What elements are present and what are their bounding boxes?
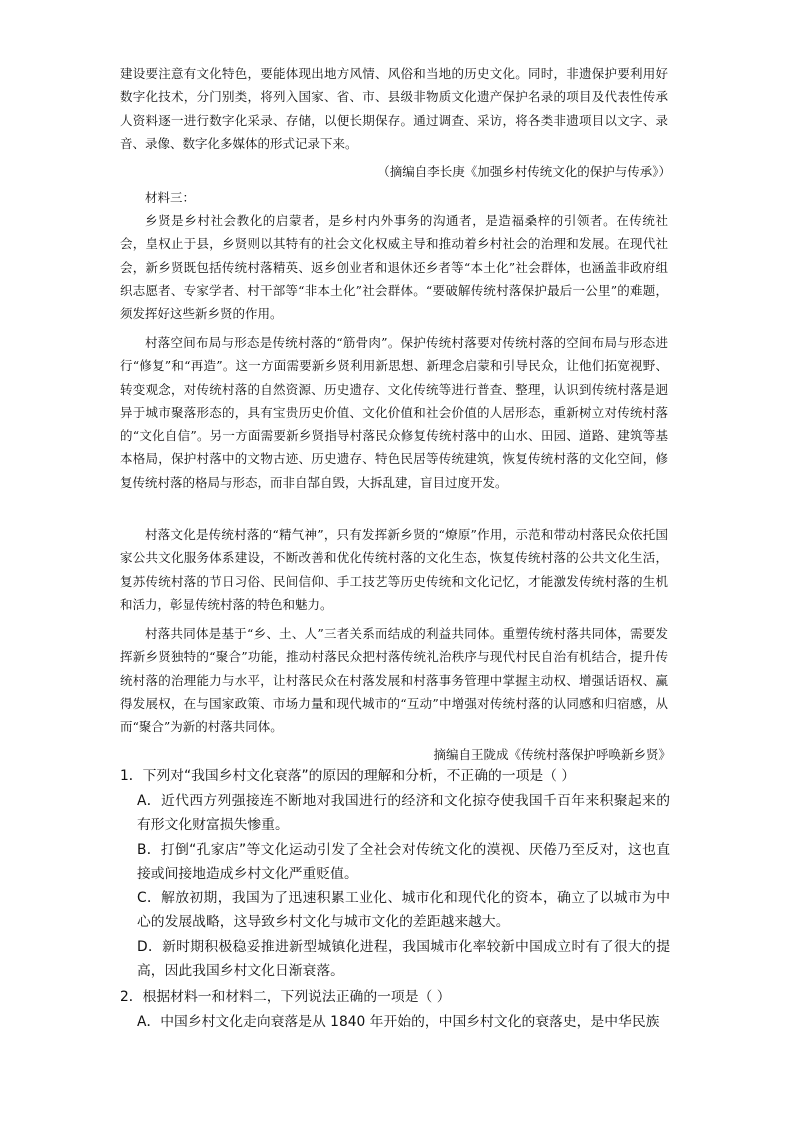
material-3-paragraph-3: 村落文化是传统村落的“精气神”，只有发挥新乡贤的“燎原”作用，示范和带动村落民众依托国家公共文化服务体系建设，不断改善和优化传统村落的文化生态，恢复传统村落的公共文化生活，复苏传统村落的节日习俗、民间信仰、手工技艺等历史传统和文化记忆，才能激发传统村落的生机和活力，彰显传统村落的特色和魅力。 (120, 527, 668, 612)
material-3-label: 材料三： (145, 190, 196, 205)
question-2-option-a: A．中国乡村文化走向衰落是从 1840 年开始的，中国乡村文化的衰落史，是中华民族 (137, 1014, 660, 1030)
source-citation-1: （摘编自李长庚《加强乡村传统文化的保护与传承》） (377, 164, 671, 179)
material-3-paragraph-1: 乡贤是乡村社会教化的启蒙者，是乡村内外事务的沟通者，是造福桑梓的引领者。在传统社会，皇权止于县，乡贤则以其特有的社会文化权威主导和推动着乡村社会的治理和发展。在现代社会，新乡贤既包括传统村落精英、返乡创业者和退休还乡者等“本土化”社会群体，也涵盖非政府组织志愿者、专家学者、村干部等“非本土化”社会群体。“要破解传统村落保护最后一公里”的难题，须发挥好这些新乡贤的作用。 (120, 213, 668, 322)
material-3-paragraph-4: 村落共同体是基于“乡、土、人”三者关系而结成的利益共同体。重塑传统村落共同体，需要发挥新乡贤独特的“聚合”功能，推动村落民众把村落传统礼治秩序与现代村民自治有机结合，提升传统村落的治理能力与水平，让村落民众在村落发展和村落事务管理中掌握主动权、增强话语权、赢得发展权，在与国家政策、市场力量和现代城市的“互动”中增强对传统村落的认同感和归宿感，从而“聚合”为新的村落共同体。 (120, 626, 668, 735)
source-citation-2: 摘编自王陇成《传统村落保护呼唤新乡贤》 (433, 747, 671, 762)
question-2-title: 2．根据材料一和材料二，下列说法正确的一项是（ ） (120, 989, 451, 1005)
question-1-title: 1．下列对“我国乡村文化衰落”的原因的理解和分析，不正确的一项是（ ） (120, 768, 576, 784)
material-3-paragraph-2: 村落空间布局与形态是传统村落的“筋骨肉”。保护传统村落要对传统村落的空间布局与形态进行“修复”和“再造”。这一方面需要新乡贤利用新思想、新理念启蒙和引导民众，让他们拓宽视野、转变观念，对传统村落的自然资源、历史遗存、文化传统等进行普查、整理，认识到传统村落是迥异于城市聚落形态的，具有宝贵历史价值、文化价值和社会价值的人居形态，重新树立对传统村落的“文化自信”。另一方面需要新乡贤指导村落民众修复传统村落中的山水、田园、道路、建筑等基本格局，保护村落中的文物古迹、历史遗存、特色民居等传统建筑，恢复传统村落的文化空间，修复传统村落的格局与形态，而非自郜自毁，大拆乱建，盲目过度开发。 (120, 335, 668, 490)
question-1-option-c: C．解放初期，我国为了迅速积累工业化、城市化和现代化的资本，确立了以城市为中心的发展战略，这导致乡村文化与城市文化的差距越来越大。 (137, 890, 670, 931)
question-1-option-a: A．近代西方列强接连不断地对我国进行的经济和文化掠夺使我国千百年来积聚起来的有形文化财富损失惨重。 (137, 793, 670, 834)
intro-paragraph: 建设要注意有文化特色，要能体现出地方风情、风俗和当地的历史文化。同时，非遗保护要利用好数字化技术，分门别类，将列入国家、省、市、县级非物质文化遗产保护名录的项目及代表性传承人资料逐一进行数字化采录、存储，以便长期保存。通过调查、采访，将各类非遗项目以文字、录音、录像、数字化多媒体的形式记录下来。 (120, 66, 668, 151)
question-1-option-b: B．打倒“孔家店”等文化运动引发了全社会对传统文化的漠视、厌倦乃至反对，这也直接或间接地造成乡村文化严重贬值。 (137, 842, 670, 883)
question-1-option-d: D．新时期积极稳妥推进新型城镇化进程，我国城市化率较新中国成立时有了很大的提高，因此我国乡村文化日渐衰落。 (137, 939, 670, 980)
